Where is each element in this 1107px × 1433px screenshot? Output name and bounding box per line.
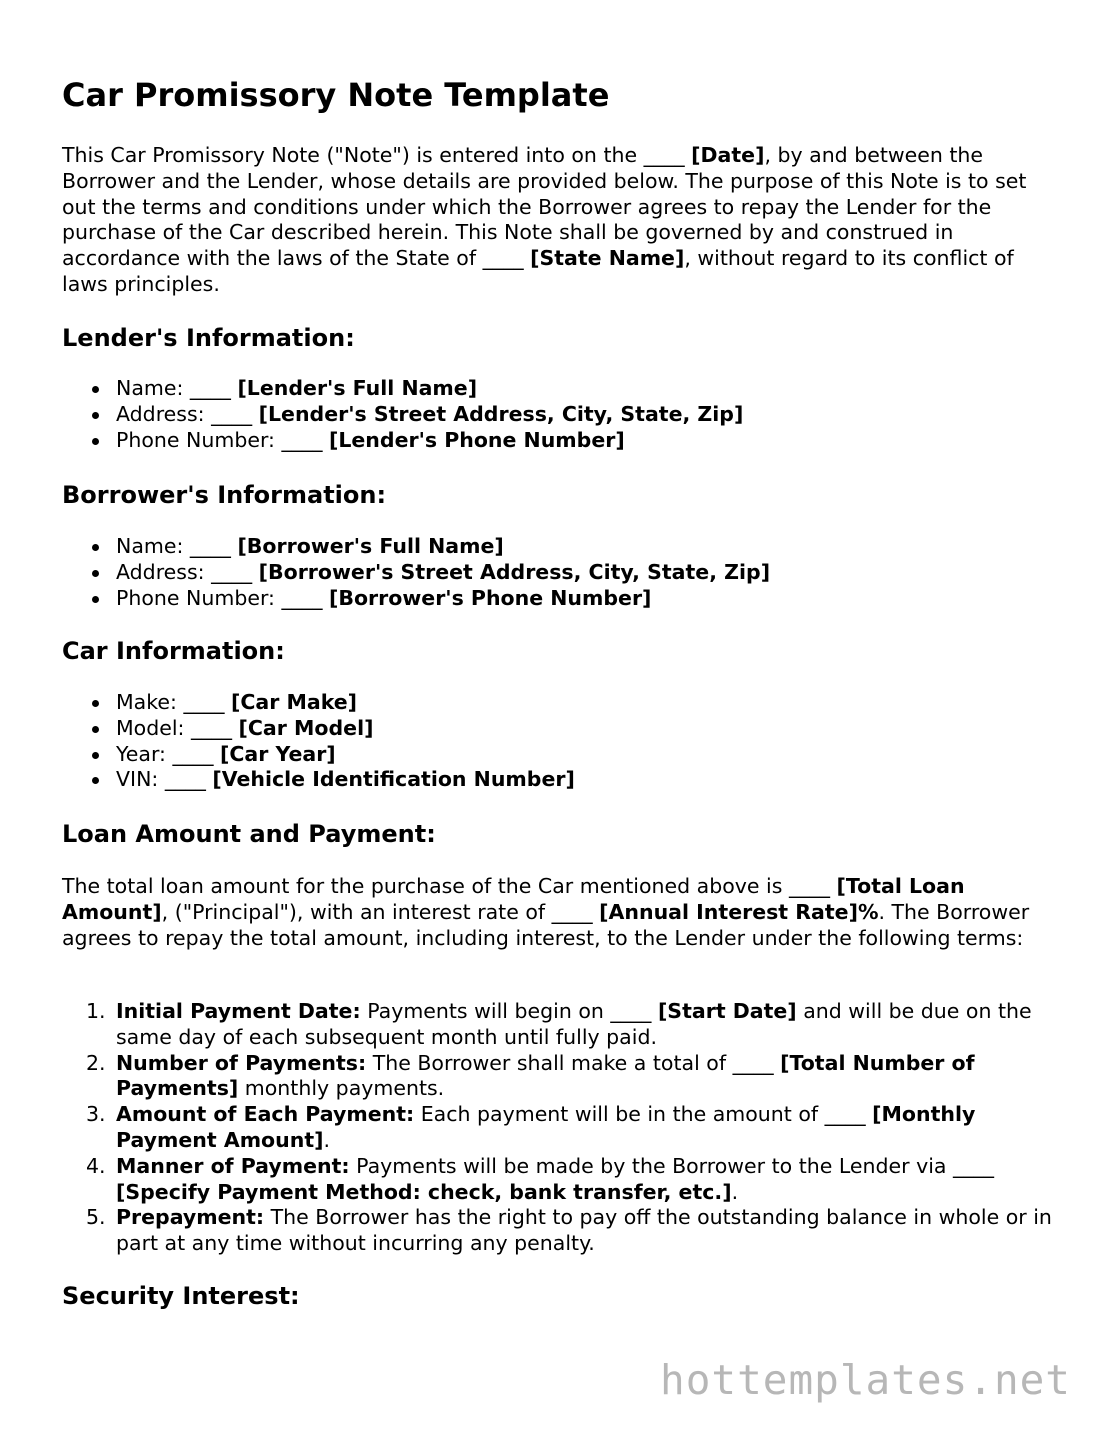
- blank: ____: [551, 899, 593, 924]
- blank: ____: [211, 559, 253, 584]
- blank: ____: [189, 534, 231, 558]
- term-field: [Monthly Payment Amount]: [116, 1102, 976, 1152]
- list-item: [116, 402, 1056, 428]
- security-heading: Security Interest:: [62, 1282, 300, 1310]
- item-label: VIN:: [116, 767, 165, 792]
- list-item: [116, 690, 1056, 716]
- item-label: Year:: [116, 741, 173, 766]
- borrower-heading: Borrower's Information:: [62, 481, 387, 509]
- item-label: Make:: [116, 690, 184, 714]
- interest-rate-field: [Annual Interest Rate]%: [599, 899, 879, 924]
- term-title: Amount of Each Payment:: [116, 1102, 415, 1127]
- item-value: [Borrower's Street Address, City, State, Zip]: [258, 559, 771, 584]
- item-label: Phone Number:: [116, 585, 282, 610]
- page-title: Car Promissory Note Template: [62, 76, 610, 114]
- term-item: [116, 999, 1052, 1051]
- loan-text: , ("Principal"), with an interest rate of: [161, 899, 552, 924]
- term-item: [116, 1205, 1052, 1257]
- state-field: [State Name]: [530, 246, 685, 271]
- car-list: [62, 690, 1056, 793]
- blank: ____: [788, 874, 830, 898]
- term-field: [Total Number of Payments]: [116, 1050, 975, 1101]
- intro-paragraph: [62, 143, 1052, 298]
- term-text: The Borrower shall make a total of: [366, 1050, 733, 1075]
- term-text: .: [323, 1127, 331, 1152]
- item-value: [Car Make]: [230, 690, 358, 714]
- list-item: [116, 534, 1056, 560]
- term-text: .: [731, 1179, 739, 1204]
- list-item: [116, 767, 1056, 793]
- item-label: Name:: [116, 376, 190, 400]
- total-loan-field: [Total Loan Amount]: [62, 874, 965, 924]
- item-label: Model:: [116, 715, 191, 740]
- term-item: [116, 1102, 1052, 1154]
- loan-text: The total loan amount for the purchase of the Car mentioned above is: [62, 874, 789, 898]
- intro-text: This Car Promissory Note ("Note") is entered into on the: [62, 143, 644, 167]
- blank: ____: [164, 767, 206, 792]
- blank: ____: [824, 1102, 866, 1127]
- term-text: Each payment will be in the amount of: [414, 1102, 825, 1127]
- borrower-list: [62, 534, 1056, 611]
- term-title: Number of Payments:: [116, 1050, 367, 1075]
- term-text: and will be due on the same day of each subsequent month until fully paid.: [116, 999, 1032, 1049]
- item-value: [Vehicle Identification Number]: [212, 767, 575, 792]
- item-label: Name:: [116, 534, 190, 558]
- blank: ____: [953, 1153, 994, 1178]
- intro-text: , without regard to its conflict of laws principles.: [62, 246, 1014, 296]
- lender-heading: Lender's Information:: [62, 324, 355, 352]
- blank: ____: [281, 585, 323, 610]
- blank: ____: [643, 143, 685, 167]
- term-field: [Start Date]: [657, 999, 797, 1023]
- blank: ____: [482, 246, 524, 271]
- term-text: Payments will be made by the Borrower to the Lender via: [349, 1153, 953, 1178]
- term-text: monthly payments.: [238, 1076, 445, 1101]
- car-heading: Car Information:: [62, 637, 285, 665]
- date-field: [Date]: [691, 143, 765, 167]
- blank: ____: [610, 999, 652, 1023]
- item-value: [Borrower's Full Name]: [237, 534, 504, 558]
- loan-paragraph: [62, 874, 1052, 951]
- blank: ____: [189, 376, 231, 400]
- item-label: Address:: [116, 559, 212, 584]
- blank: ____: [732, 1050, 774, 1075]
- item-value: [Borrower's Phone Number]: [328, 585, 652, 610]
- term-text: Payments will begin on: [360, 999, 611, 1023]
- term-item: [116, 1051, 1052, 1103]
- list-item: [116, 376, 1056, 402]
- intro-text: , by and between the Borrower and the Lender, whose details are provided below. The purpose of this Note is to set out the terms and conditions under which the Borrower agrees to repay the Lender for the purchase of the Car described herein. This Note shall be governed by and construed in accordance with the laws of the State of: [62, 143, 1027, 271]
- loan-heading: Loan Amount and Payment:: [62, 820, 436, 848]
- term-text: The Borrower has the right to pay off the outstanding balance in whole or in part at any time without incurring any penalty.: [116, 1205, 1052, 1256]
- item-value: [Lender's Full Name]: [237, 376, 478, 400]
- item-label: Address:: [116, 401, 212, 426]
- item-label: Phone Number:: [116, 427, 282, 452]
- term-item: [116, 1154, 1052, 1206]
- payment-terms-list: [62, 999, 1052, 1257]
- list-item: [116, 716, 1056, 742]
- lender-list: [62, 376, 1056, 453]
- loan-text: . The Borrower agrees to repay the total amount, including interest, to the Lender under the following terms:: [62, 899, 1030, 950]
- blank: ____: [183, 690, 225, 714]
- term-field: [Specify Payment Method: check, bank transfer, etc.]: [116, 1179, 732, 1204]
- watermark-text: hottemplates.net: [660, 1356, 1071, 1404]
- blank: ____: [190, 715, 232, 740]
- blank: ____: [211, 401, 253, 426]
- item-value: [Lender's Street Address, City, State, Zip]: [258, 401, 744, 426]
- item-value: [Lender's Phone Number]: [328, 427, 625, 452]
- list-item: [116, 560, 1056, 586]
- blank: ____: [281, 427, 323, 452]
- list-item: [116, 742, 1056, 768]
- item-value: [Car Model]: [238, 715, 374, 740]
- term-title: Manner of Payment:: [116, 1153, 350, 1178]
- list-item: [116, 586, 1056, 612]
- item-value: [Car Year]: [220, 741, 336, 766]
- list-item: [116, 428, 1056, 454]
- blank: ____: [172, 741, 214, 766]
- term-title: Initial Payment Date:: [116, 999, 361, 1023]
- term-title: Prepayment:: [116, 1205, 265, 1230]
